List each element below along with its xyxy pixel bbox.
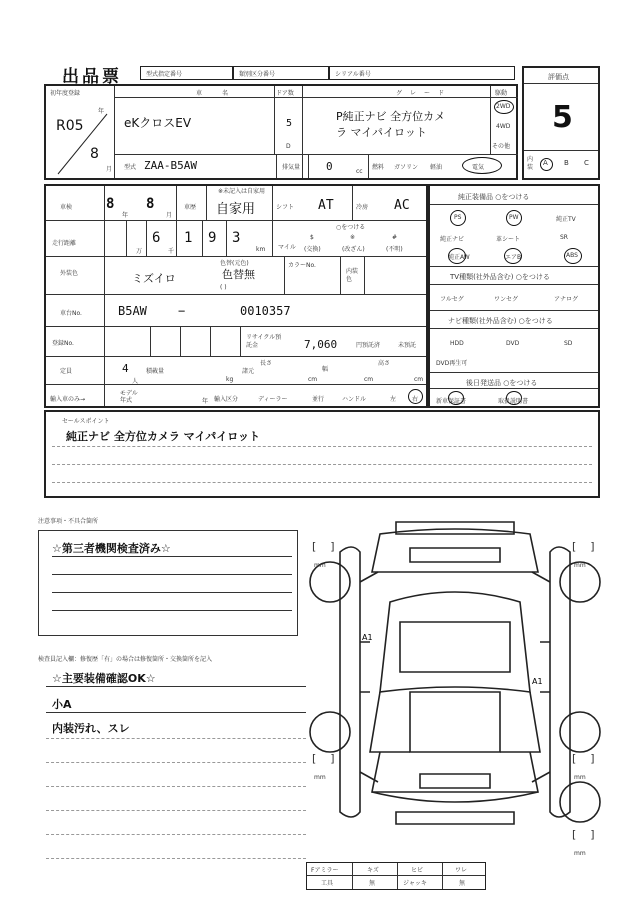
first-reg-year: R05 — [56, 118, 84, 134]
sales-point-block: セールスポイント 純正ナビ 全方位カメラ マイパイロット — [44, 410, 600, 498]
mileage-digit-4: 3 — [232, 230, 241, 246]
inspector-line-1: ☆主要装備確認OK☆ — [52, 672, 156, 685]
color-change-value: 色替無 — [222, 268, 255, 281]
mileage-digit-1: 6 — [152, 230, 161, 246]
vin-prefix: B5AW — [118, 304, 147, 318]
inspection-year: 8 — [106, 196, 115, 212]
sales-point-text: 純正ナビ 全方位カメラ マイパイロット — [66, 430, 260, 443]
damage-mark-1: A1 — [362, 633, 373, 642]
score-box: 評価点 5 内装 A B C — [522, 66, 600, 180]
grade-line2: ラ マイパイロット — [336, 126, 427, 139]
bracket-rear-left: [ ] — [312, 752, 335, 765]
mileage-digit-3: 9 — [208, 230, 217, 246]
bracket-front-left: [ ] — [312, 540, 335, 553]
category-box: 類別区分番号 — [233, 66, 329, 80]
displacement-value: 0 — [326, 160, 333, 173]
document-title: 出品票 — [62, 67, 122, 87]
damage-mark-2: A1 — [532, 677, 543, 686]
aircon-value: AC — [394, 198, 410, 213]
doors-value: 5 — [286, 118, 293, 129]
notes-text: ☆第三者機関検査済み☆ — [52, 542, 171, 555]
details-block: 車検 8 年 8 月 車歴 ※未記入は自家用 自家用 シフト AT 冷房 AC 走行距離 万 6 千 1 9 3 km ○をつける マイル $ (交換) ※ (改ざん) # (不明) 外装色 ミズイロ 色替(元色) 色替無 ( ) カラーNo. 内装色 車台No. B5AW − 0010357 登録No. リサイクル預託金 7,060 円預託済 未預託 定員 4 人 積載量 kg 諸元 長さ cm 幅 cm 高さ cm 輸入車のみ→ モデル年式 年 輸入区分 ディーラー 並行 ハンドル 左 右 — [44, 184, 428, 408]
inspection-month: 8 — [146, 196, 155, 212]
accessory-table: Fアミラー キズ ヒビ ワレ 工具 無 ジャッキ 無 — [306, 862, 486, 890]
vin-number: 0010357 — [240, 304, 291, 318]
inspector-line-3: 内装汚れ、スレ — [52, 722, 130, 735]
serial-box: シリアル番号 — [329, 66, 515, 80]
shift-value: AT — [318, 198, 334, 213]
car-name: eKクロスEV — [124, 116, 192, 130]
vin-separator: − — [178, 304, 186, 318]
bracket-rear-right: [ ] — [572, 752, 595, 765]
color-value: ミズイロ — [132, 272, 176, 285]
car-damage-diagram — [300, 512, 610, 862]
basic-info-block: 初年度登録 R05 年 8 月 車名 eKクロスEV ドア数 5 D グレード P純正ナビ 全方位カメ ラ マイパイロット 駆動 2WD 4WD その他 型式 ZAA-B5AW 排気量 0 cc 燃料 ガソリン 軽油 電気 — [44, 84, 518, 180]
notes-panel: 注意事項・不具合箇所 ☆第三者機関検査済み☆ — [38, 516, 298, 636]
first-reg-month: 8 — [90, 146, 99, 162]
inspector-panel: 検査員記入欄：修復歴「有」の場合は修復箇所・交換箇所を記入 ☆主要装備確認OK☆ 小A 内装汚れ、スレ — [38, 654, 308, 864]
bracket-front-right: [ ] — [572, 540, 595, 553]
equipment-block: 純正装備品 ○をつける PS PW 純正TV 純正ナビ 革シート SR 純正AW エアB ABS TV種類(社外品含む) ○をつける フルセグ ワンセグ アナログ ナビ種類(社外品含む) ○をつける HDD DVD SD DVD再生可 後日発送品 ○をつける 新車保証書 取扱説明書 — [428, 184, 600, 408]
mileage-digit-2: 1 — [184, 230, 193, 246]
recycle-value: 7,060 — [304, 338, 338, 351]
inspector-line-2: 小A — [52, 698, 72, 711]
model-code: ZAA-B5AW — [144, 159, 197, 172]
bracket-spare: [ ] — [572, 828, 595, 841]
capacity-value: 4 — [122, 362, 129, 375]
score-value: 5 — [552, 100, 573, 135]
model-cert-box: 型式指定番号 — [140, 66, 233, 80]
grade-line1: P純正ナビ 全方位カメ — [336, 110, 446, 123]
usage-value: 自家用 — [216, 202, 256, 217]
